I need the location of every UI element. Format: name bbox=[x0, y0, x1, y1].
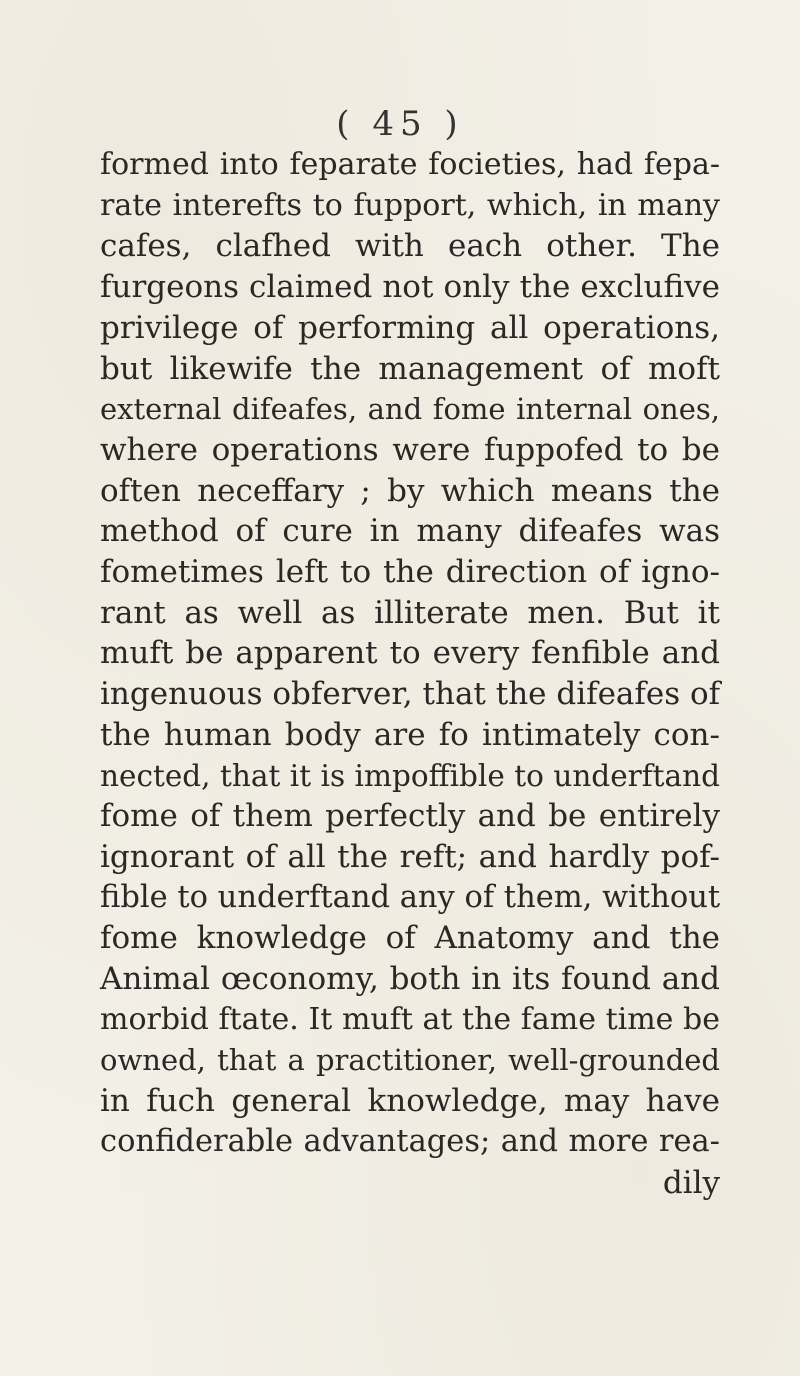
text-line: Animal œconomy, both in its found and bbox=[100, 961, 720, 998]
text-line: but likewife the management of moft bbox=[100, 350, 720, 387]
text-line: in fuch general knowledge, may have bbox=[100, 1083, 720, 1120]
text-line: privilege of performing all operations, bbox=[100, 309, 720, 346]
text-line: method of cure in many difeafes was bbox=[100, 513, 720, 550]
text-line: ingenuous obferver, that the difeafes of bbox=[100, 676, 721, 713]
text-line: formed into feparate focieties, had fepa- bbox=[100, 147, 720, 182]
text-line: often neceffary ; by which means the bbox=[100, 472, 720, 509]
text-line: owned, that a practitioner, well-grounded bbox=[100, 1043, 720, 1078]
text-line: rant as well as illiterate men. But it bbox=[100, 594, 720, 631]
text-line: fible to underftand any of them, without bbox=[100, 879, 721, 915]
text-line: where operations were fuppofed to be bbox=[100, 431, 720, 468]
text-line: fome of them perfectly and be entirely bbox=[100, 798, 720, 835]
text-line: nected, that it is impoffible to underftand bbox=[100, 758, 720, 793]
text-line: morbid ftate. It muft at the fame time be bbox=[100, 1001, 720, 1037]
text-line: fome knowledge of Anatomy and the bbox=[100, 920, 720, 957]
text-line: the human body are fo intimately con- bbox=[100, 716, 720, 753]
body-text bbox=[100, 145, 720, 1203]
text-line: confiderable advantages; and more rea- bbox=[100, 1123, 720, 1159]
text-line: cafes, clafhed with each other. The bbox=[100, 228, 720, 265]
catchword: dily bbox=[662, 1164, 720, 1201]
text-line: rate interefts to fupport, which, in many bbox=[100, 187, 720, 223]
page-number-header: ( 45 ) bbox=[336, 104, 464, 144]
text-line: external difeafes, and fome internal ones, bbox=[100, 392, 720, 427]
text-line: ignorant of all the reft; and hardly pof- bbox=[100, 838, 720, 875]
text-line: fometimes left to the direction of igno- bbox=[100, 554, 720, 591]
text-line: muft be apparent to every fenfible and bbox=[100, 635, 720, 672]
text-line: furgeons claimed not only the exclufive bbox=[100, 269, 720, 306]
